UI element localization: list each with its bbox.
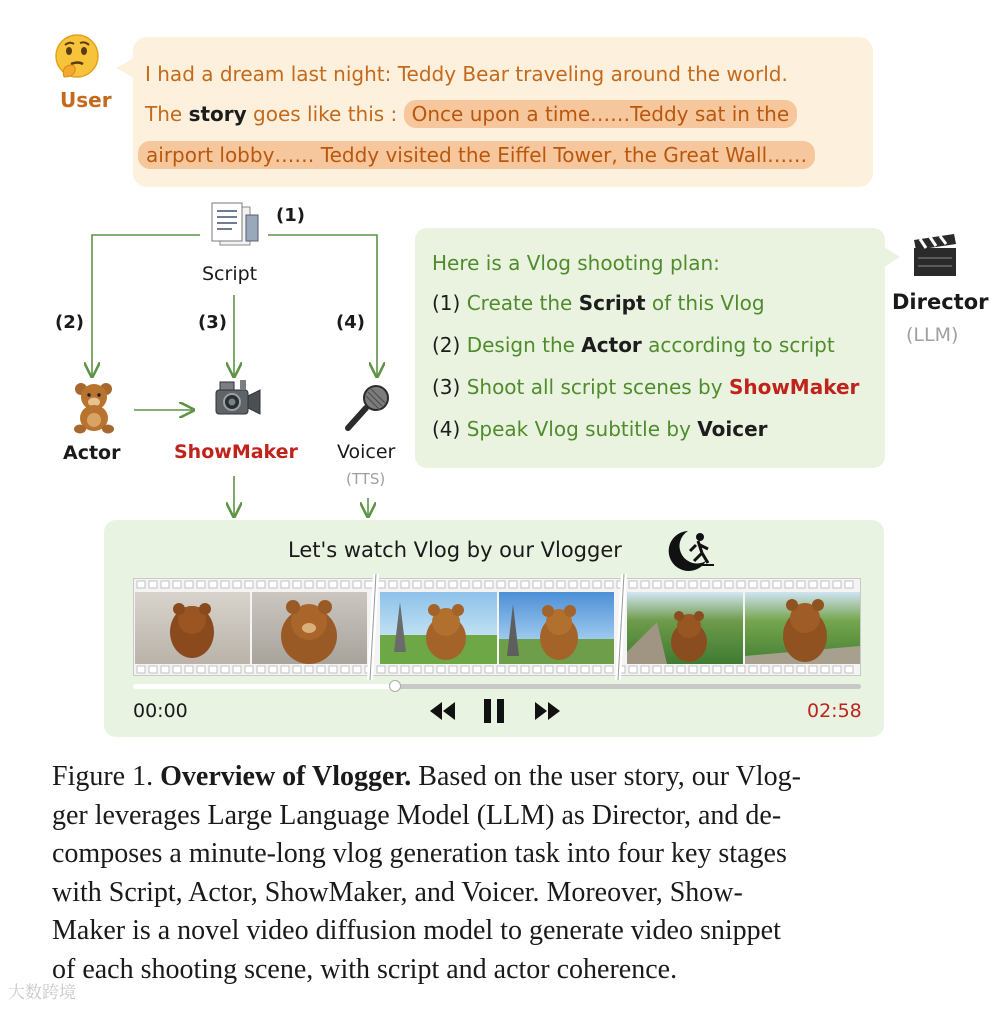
fast-forward-icon[interactable] — [534, 700, 562, 726]
film-perforation — [281, 581, 289, 588]
user-line-2-prefix: The — [145, 102, 183, 126]
film-perforation — [773, 666, 781, 673]
film-perforation — [797, 581, 805, 588]
film-perforation — [269, 581, 277, 588]
film-perforation — [785, 666, 793, 673]
caption-line-5: Maker is a novel video diffusion model to generate video snippet — [52, 915, 781, 946]
video-frame-scene-3a — [627, 592, 743, 664]
film-perforation — [749, 581, 757, 588]
film-perforation — [713, 666, 721, 673]
arrow-label-1: (1) — [276, 205, 305, 226]
caption-line-4: with Script, Actor, ShowMaker, and Voicer. Moreover, Show- — [52, 876, 743, 908]
film-perforation — [293, 666, 301, 673]
film-perforation — [329, 581, 337, 588]
caption-title: Overview of Vlogger. — [160, 761, 412, 792]
plan-step-2-post: according to script — [648, 333, 835, 357]
showmaker-label: ShowMaker — [174, 441, 298, 463]
film-perforation — [761, 666, 769, 673]
user-line-2-mid: goes like this : — [253, 102, 398, 126]
actor-label: Actor — [63, 442, 121, 464]
plan-step-2-num: (2) — [432, 333, 461, 357]
caption-line-6: of each shooting scene, with script and actor coherence. — [52, 953, 678, 985]
video-camera-showmaker-icon — [212, 378, 264, 426]
film-perforation — [821, 666, 829, 673]
film-perforation — [233, 581, 241, 588]
film-perforation — [185, 581, 193, 588]
film-perforation — [833, 581, 841, 588]
film-perforation — [701, 581, 709, 588]
time-elapsed: 00:00 — [133, 700, 188, 722]
voicer-tts-label: (TTS) — [346, 470, 386, 488]
film-perforation — [773, 581, 781, 588]
film-perforation — [257, 666, 265, 673]
film-perforation — [653, 666, 661, 673]
video-frame-scene-1a — [135, 592, 250, 664]
script-label: Script — [202, 263, 258, 285]
film-perforation — [209, 581, 217, 588]
caption-line-3: composes a minute-long vlog generation task into four key stages — [52, 838, 787, 869]
film-perforation — [665, 666, 673, 673]
film-perforation — [161, 666, 169, 673]
film-perforation — [245, 666, 253, 673]
plan-step-4-num: (4) — [432, 417, 461, 441]
film-perforation — [269, 666, 277, 673]
film-perforation — [245, 581, 253, 588]
film-perforation — [833, 666, 841, 673]
plan-title: Here is a Vlog shooting plan: — [432, 251, 720, 275]
plan-step-4-pre: Speak Vlog subtitle by — [466, 417, 691, 441]
film-perforation — [749, 666, 757, 673]
user-story-pill-2: airport lobby…… Teddy visited the Eiffel Tower, the Great Wall…… — [138, 141, 815, 169]
plan-step-3-pre: Shoot all script scenes by — [466, 375, 723, 399]
film-perforation — [713, 581, 721, 588]
plan-step-3-num: (3) — [432, 375, 461, 399]
film-perforation — [281, 666, 289, 673]
director-bubble-tail — [884, 247, 900, 267]
film-perforation — [725, 581, 733, 588]
progress-knob[interactable] — [389, 680, 401, 692]
film-perforation — [845, 666, 853, 673]
video-frame-scene-1b — [252, 592, 367, 664]
film-perforation — [665, 581, 673, 588]
plan-step-1-num: (1) — [432, 291, 461, 315]
film-perforation — [809, 666, 817, 673]
film-perforation — [809, 581, 817, 588]
video-frame-scene-3b — [745, 592, 860, 664]
script-document-icon — [208, 201, 264, 257]
clapperboard-director-icon — [910, 232, 960, 282]
film-perforation — [293, 581, 301, 588]
caption-line-1 — [52, 758, 892, 797]
plan-step-3-key: ShowMaker — [728, 375, 860, 399]
film-perforation — [173, 666, 181, 673]
film-perforation — [353, 581, 361, 588]
film-perforation — [149, 581, 157, 588]
user-line-2-story: story — [188, 102, 247, 126]
film-perforation — [197, 581, 205, 588]
time-total: 02:58 — [807, 700, 862, 722]
film-perforation — [329, 666, 337, 673]
arrow-label-3: (3) — [198, 312, 227, 333]
user-line-1: I had a dream last night: Teddy Bear traveling around the world. — [145, 62, 788, 86]
film-perforation — [845, 581, 853, 588]
microphone-voicer-icon — [344, 384, 392, 436]
film-perforation — [677, 666, 685, 673]
plan-step-3 — [432, 375, 859, 399]
user-label: User — [60, 88, 112, 112]
plan-step-2-key: Actor — [581, 333, 642, 357]
watermark: 大数跨境 — [8, 983, 76, 1003]
user-story-pill-1: Once upon a time……Teddy sat in the — [404, 100, 798, 128]
film-perforation — [689, 666, 697, 673]
film-perforation — [341, 666, 349, 673]
film-perforation — [785, 581, 793, 588]
film-perforation — [317, 581, 325, 588]
film-perforation — [725, 666, 733, 673]
film-perforation — [761, 581, 769, 588]
caption-line-2: ger leverages Large Language Model (LLM) as Director, and de- — [52, 799, 782, 831]
film-perforation — [221, 666, 229, 673]
film-perforation — [305, 581, 313, 588]
film-perforation — [305, 666, 313, 673]
film-perforation — [149, 666, 157, 673]
plan-step-2-pre: Design the — [466, 333, 575, 357]
film-perforation — [653, 581, 661, 588]
voicer-label: Voicer — [337, 441, 396, 463]
teddy-bear-actor-icon — [70, 380, 120, 438]
film-perforation — [641, 666, 649, 673]
film-perforation — [137, 581, 145, 588]
director-label: Director — [892, 290, 989, 314]
film-perforation — [701, 666, 709, 673]
arrow-label-4: (4) — [336, 312, 365, 333]
caption-line-1-text: Based on the user story, our Vlog- — [418, 761, 801, 792]
plan-step-2 — [432, 333, 835, 357]
plan-step-1-post: of this Vlog — [651, 291, 765, 315]
film-perforation — [173, 581, 181, 588]
film-perforation — [233, 666, 241, 673]
film-perforation — [161, 581, 169, 588]
progress-fill — [133, 684, 395, 689]
arrow-label-2: (2) — [55, 312, 84, 333]
plan-step-1 — [432, 291, 765, 315]
film-perforation — [689, 581, 697, 588]
player-title: Let's watch Vlog by our Vlogger — [288, 538, 622, 562]
film-perforation — [737, 666, 745, 673]
film-perforation — [641, 581, 649, 588]
film-perforation — [797, 666, 805, 673]
vlogger-moon-logo-icon — [660, 527, 716, 579]
film-perforation — [185, 666, 193, 673]
film-perforation — [821, 581, 829, 588]
film-perforation — [353, 666, 361, 673]
film-perforation — [341, 581, 349, 588]
director-llm-label: (LLM) — [906, 324, 959, 346]
film-perforation — [221, 581, 229, 588]
scene-dividers — [362, 574, 642, 680]
film-perforation — [197, 666, 205, 673]
plan-step-4 — [432, 417, 768, 441]
film-perforation — [137, 666, 145, 673]
film-perforation — [317, 666, 325, 673]
film-perforation — [737, 581, 745, 588]
film-perforation — [257, 581, 265, 588]
plan-step-1-pre: Create the — [466, 291, 573, 315]
rewind-icon[interactable] — [428, 700, 456, 726]
figure-caption — [52, 758, 892, 989]
caption-lead: Figure 1. — [52, 761, 154, 792]
pause-icon[interactable] — [482, 697, 506, 729]
film-perforation — [677, 581, 685, 588]
film-perforation — [209, 666, 217, 673]
plan-step-1-key: Script — [578, 291, 646, 315]
plan-step-4-key: Voicer — [697, 417, 768, 441]
